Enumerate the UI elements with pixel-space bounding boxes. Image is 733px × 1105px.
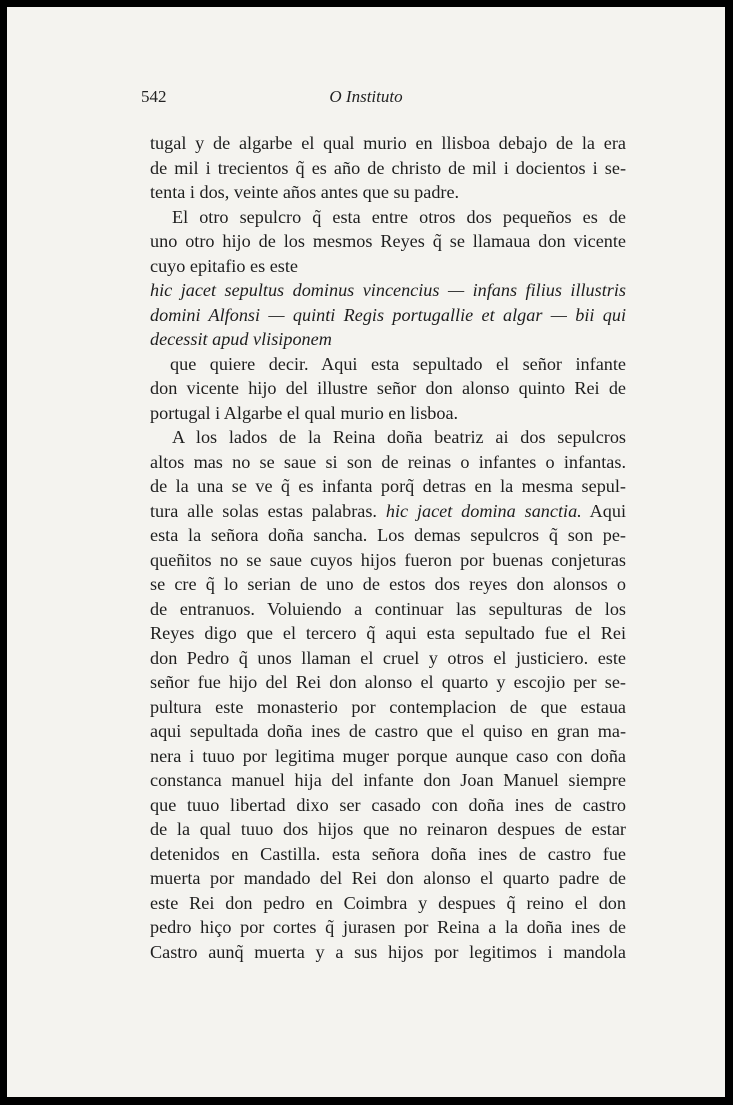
book-page [7,7,725,1097]
text-line: cuyo epitafio es este [150,255,298,276]
text-line: Castro aunq̃ muerta y a sus hijos por legitimos i mandola [150,941,626,962]
text-line: queñitos no se saue cuyos hijos fueron por buenas conjeturas [150,549,626,570]
text-line: A los lados de la Reina doña beatriz ai dos sepulcros [172,427,626,447]
text-line: pedro hiço por cortes q̃ jurasen por Reina a la doña ines de [150,917,626,937]
text-line: tugal y de algarbe el qual murio en llisboa debajo de la era [150,133,626,153]
text-line: de entranuos. Voluiendo a continuar las sepulturas de los [150,598,626,619]
text-line: uno otro hijo de los mesmos Reyes q̃ se llamaua don vicente [150,231,626,251]
text-line: aqui sepultada doña ines de castro que el quiso en gran ma- [150,721,626,741]
epitaph-line: hic jacet sepultus dominus vincencius — infans filius illustris [150,280,626,300]
text-line: muerta por mandado del Rei don alonso el quarto padre de [150,868,626,888]
body-text [150,131,626,964]
text-line: nera i tuuo por legitima muger porque aunque caso con doña [150,745,626,766]
text-line: Reyes digo que el tercero q̃ aqui esta sepultado fue el Rei [150,623,626,643]
text-line-mixed [150,499,626,524]
text-line: que quiere decir. Aqui esta sepultado el señor infante [170,353,626,374]
text-line: don Pedro q̃ unos llaman el cruel y otros el justiciero. este [150,647,626,668]
text-line: que tuuo libertad dixo ser casado con doña ines de castro [150,794,626,815]
text-line: detenidos en Castilla. esta señora doña ines de castro fue [150,843,626,864]
text-line: pultura este monasterio por contemplacion de que estaua [150,696,626,717]
page-header [7,87,725,111]
text-line: don vicente hijo del illustre señor don alonso quinto Rei de [150,378,626,398]
text-line: de la qual tuuo dos hijos que no reinaron despues de estar [150,819,626,839]
text-line: altos mas no se saue si son de reinas o infantes o infantas. [150,451,626,472]
text-line: se cre q̃ lo serian de uno de estos dos reyes don alonsos o [150,574,626,594]
text-line: El otro sepulcro q̃ esta entre otros dos pequeños es de [172,206,626,227]
text-line: de mil i trecientos q̃ es año de christo de mil i docientos i se- [150,157,626,178]
text-line: de la una se ve q̃ es infanta porq̃ detras en la mesma sepul- [150,476,626,496]
text-segment: Aqui [589,500,626,521]
text-line: este Rei don pedro en Coimbra y despues q̃ reino el don [150,892,626,913]
text-line: constanca manuel hija del infante don Joan Manuel siempre [150,770,626,790]
text-line: señor fue hijo del Rei don alonso el quarto y escojio per se- [150,672,626,692]
text-line: esta la señora doña sancha. Los demas sepulcros q̃ son pe- [150,525,626,545]
running-head: O Instituto [329,87,403,106]
text-segment: tura alle solas estas palabras. [150,500,377,521]
text-line: tenta i dos, veinte años antes que su padre. [150,182,460,202]
text-line: portugal i Algarbe el qual murio en lisboa. [150,402,459,423]
latin-phrase: hic jacet domina sanctia. [385,500,582,521]
epitaph-line: domini Alfonsi — quinti Regis portugallie et algar — bii qui [150,304,626,325]
page-number: 542 [141,87,167,106]
epitaph-line: decessit apud vlisiponem [150,329,332,349]
